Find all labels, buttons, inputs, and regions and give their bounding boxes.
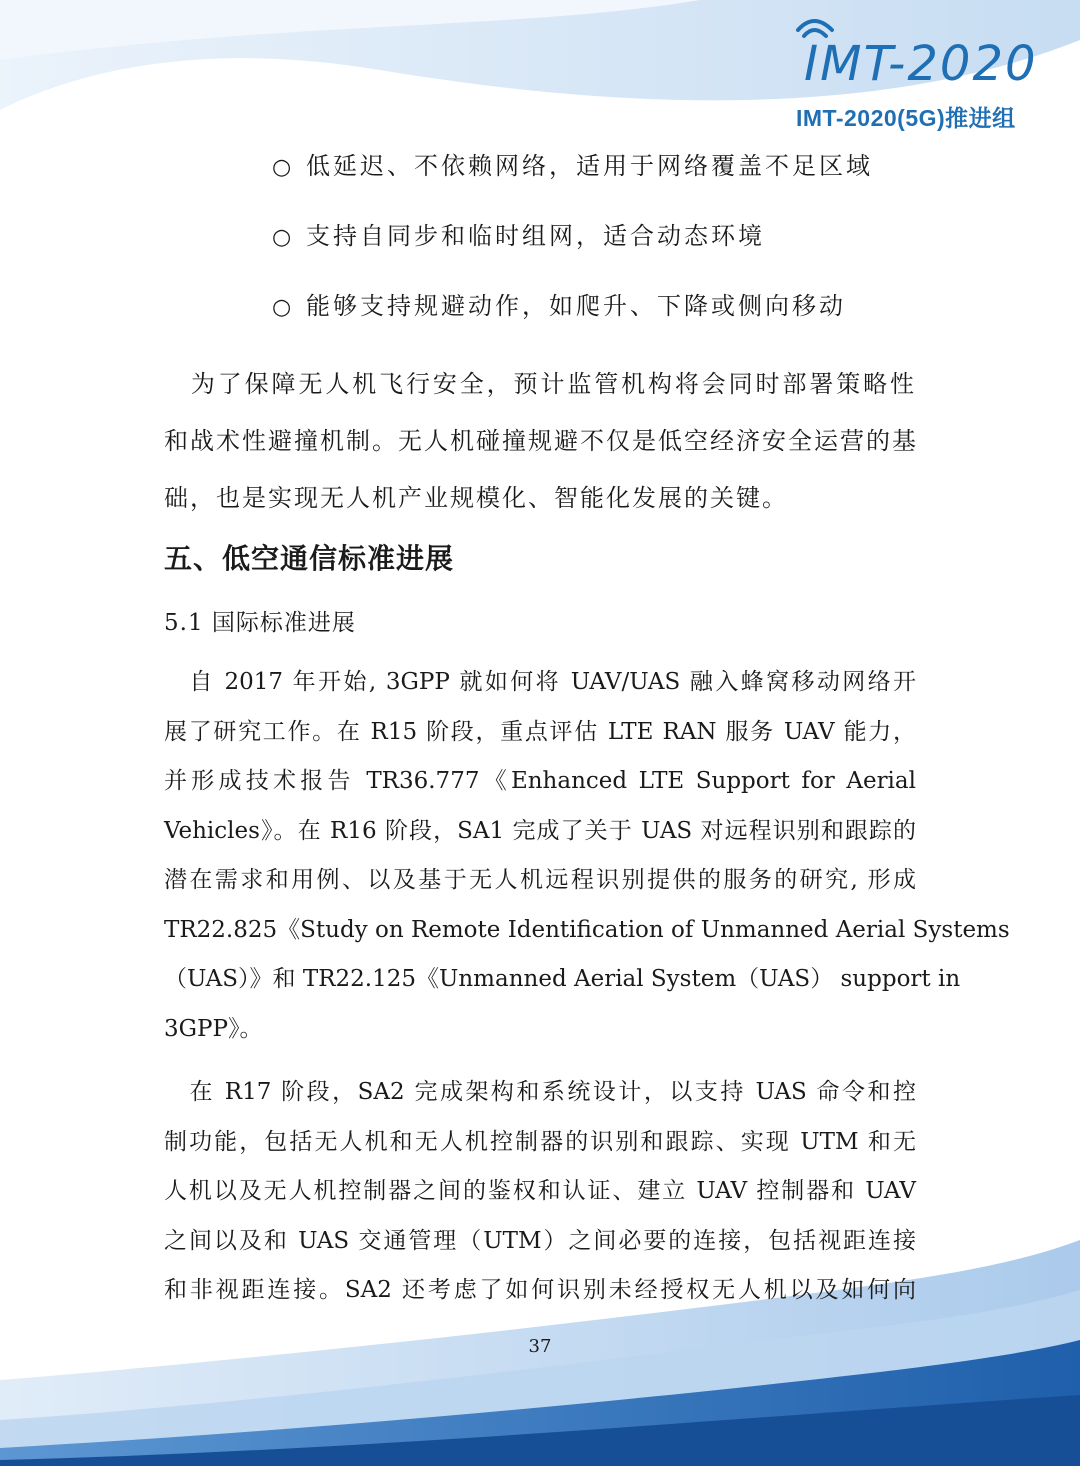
bullet-text: 支持自同步和临时组网，适合动态环境 (306, 222, 765, 250)
logo-caption: IMT-2020(5G)推进组 (796, 105, 1016, 131)
paragraph-line: 自 2017 年开始, 3GPP 就如何将 UAV/UAS 融入蜂窝移动网络开 (164, 669, 916, 695)
paragraph-line: 3GPP》。 (164, 1015, 263, 1042)
paragraph-line: 为了保障无人机飞行安全，预计监管机构将会同时部署策略性 (164, 370, 916, 398)
paragraph-line: Vehicles》。在 R16 阶段，SA1 完成了关于 UAS 对远程识别和跟踪的 (164, 817, 916, 844)
bullet-text: 能够支持规避动作，如爬升、下降或侧向移动 (306, 292, 846, 320)
paragraph-line: （UAS）》和 TR22.125《Unmanned Aerial System（UAS） support in (164, 966, 961, 992)
paragraph-line: 之间以及和 UAS 交通管理（UTM）之间必要的连接，包括视距连接 (164, 1227, 916, 1254)
paragraph-line: 人机以及无人机控制器之间的鉴权和认证、建立 UAV 控制器和 UAV (164, 1178, 916, 1204)
subsection-heading: 5.1 国际标准进展 (164, 610, 356, 636)
paragraph-line: TR22.825《Study on Remote Identification of Unmanned Aerial Systems (164, 916, 1010, 943)
paragraph-line: 和战术性避撞机制。无人机碰撞规避不仅是低空经济安全运营的基 (164, 427, 918, 455)
bullet-marker: ○ (272, 225, 295, 250)
bullet-item (272, 216, 765, 251)
bullet-marker: ○ (272, 155, 295, 180)
paragraph-line: 并形成技术报告 TR36.777《Enhanced LTE Support for Aerial (164, 768, 916, 794)
paragraph-line: 础，也是实现无人机产业规模化、智能化发展的关键。 (164, 484, 788, 512)
bullet-item (272, 146, 873, 181)
paragraph-line: 制功能，包括无人机和无人机控制器的识别和跟踪、实现 UTM 和无 (164, 1128, 916, 1155)
page-number: 37 (528, 1336, 552, 1357)
paragraph-safety (164, 356, 916, 527)
paragraph-line: 潜在需求和用例、以及基于无人机远程识别提供的服务的研究, 形成 (164, 867, 916, 893)
section-heading: 五、低空通信标准进展 (164, 542, 455, 575)
paragraph-3gpp-history (164, 658, 1010, 1054)
paragraph-line: 展了研究工作。在 R15 阶段，重点评估 LTE RAN 服务 UAV 能力， (164, 718, 916, 745)
bullet-text: 低延迟、不依赖网络，适用于网络覆盖不足区域 (306, 152, 873, 180)
svg-text:IMT-2020: IMT-2020 (804, 36, 1038, 92)
bullet-marker: ○ (272, 295, 295, 320)
paragraph-r17 (164, 1068, 916, 1316)
paragraph-line: 在 R17 阶段，SA2 完成架构和系统设计，以支持 UAS 命令和控 (164, 1079, 916, 1105)
bullet-item (272, 286, 846, 321)
paragraph-line: 和非视距连接。SA2 还考虑了如何识别未经授权无人机以及如何向 (164, 1277, 916, 1303)
